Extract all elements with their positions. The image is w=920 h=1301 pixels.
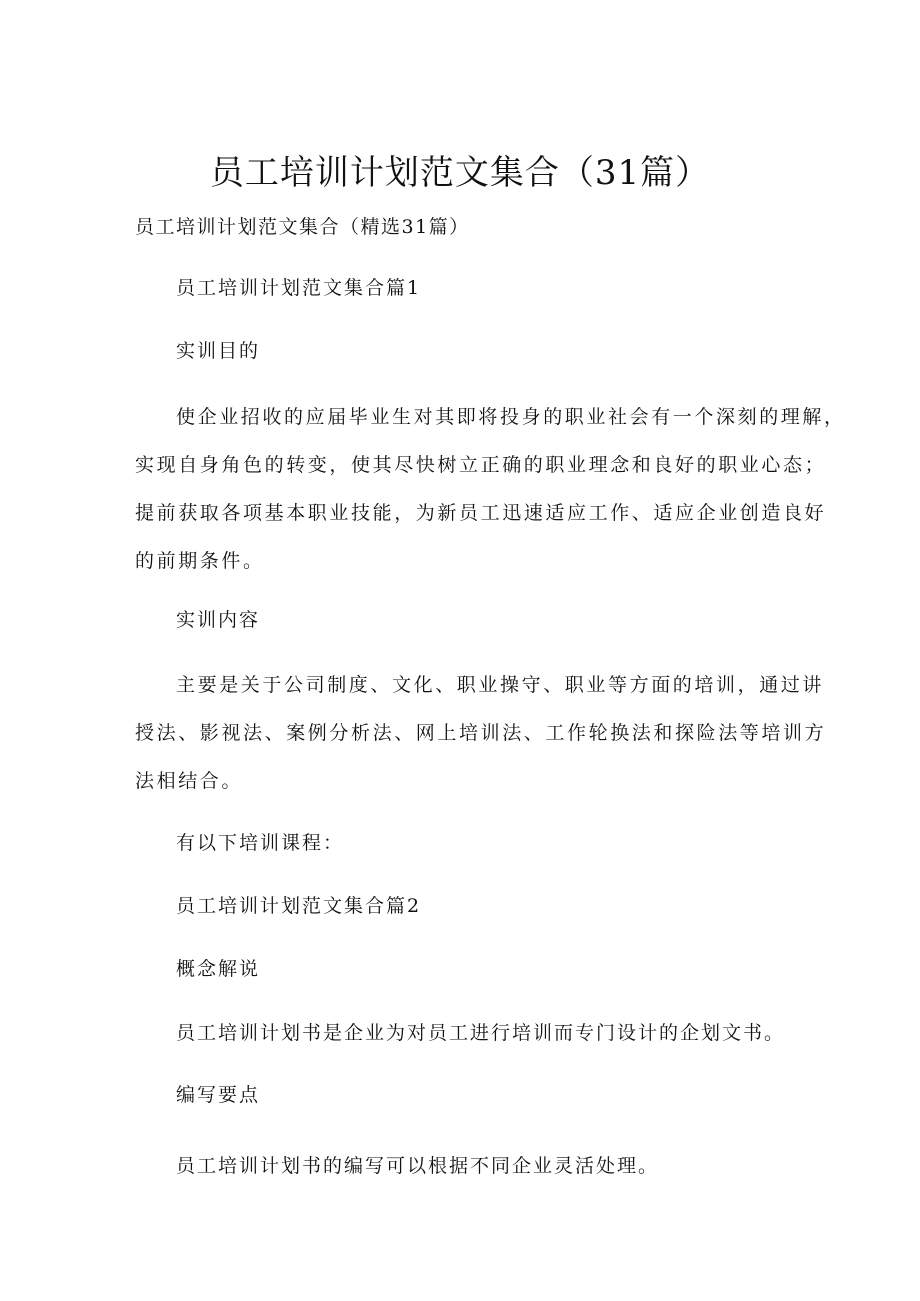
document-subtitle: 员工培训计划范文集合（精选31篇）	[135, 216, 470, 238]
courses-label: 有以下培训课程：	[176, 832, 345, 854]
section2-heading: 员工培训计划范文集合篇2	[176, 895, 422, 917]
training-content-heading: 实训内容	[176, 609, 261, 631]
training-goal-paragraph	[135, 393, 846, 585]
paragraph-line: 授法、影视法、案例分析法、网上培训法、工作轮换法和探险法等培训方	[135, 722, 827, 744]
writing-points-heading: 编写要点	[176, 1084, 261, 1106]
paragraph-line: 的前期条件。	[135, 550, 265, 572]
section1-heading: 员工培训计划范文集合篇1	[176, 277, 422, 299]
paragraph-line: 使企业招收的应届毕业生对其即将投身的职业社会有一个深刻的理解，	[176, 406, 846, 428]
paragraph-line: 法相结合。	[135, 770, 244, 792]
training-content-paragraph	[135, 661, 826, 805]
paragraph-line: 主要是关于公司制度、文化、职业操守、职业等方面的培训，通过讲	[176, 674, 825, 696]
concept-text: 员工培训计划书是企业为对员工进行培训而专门设计的企划文书。	[176, 1022, 786, 1044]
document-title: 员工培训计划范文集合（31篇）	[209, 153, 711, 193]
writing-points-text: 员工培训计划书的编写可以根据不同企业灵活处理。	[176, 1155, 660, 1177]
paragraph-line: 提前获取各项基本职业技能，为新员工迅速适应工作、适应企业创造良好	[135, 502, 827, 524]
concept-heading: 概念解说	[176, 958, 261, 980]
paragraph-line: 实现自身角色的转变，使其尽快树立正确的职业理念和良好的职业心态；	[135, 454, 827, 476]
training-goal-heading: 实训目的	[176, 340, 261, 362]
